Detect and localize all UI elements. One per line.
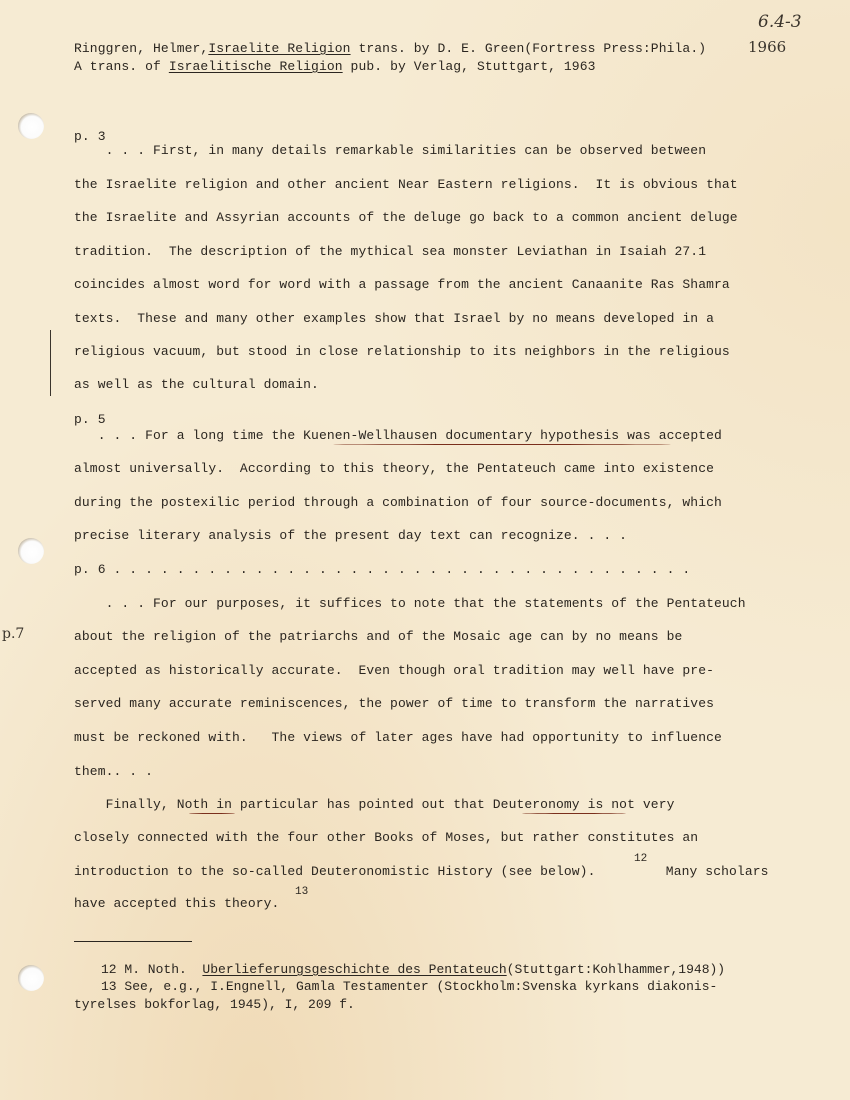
punch-hole-bottom: [18, 965, 44, 991]
header-line-1: [74, 41, 706, 56]
footnote-ref-12: 12: [634, 853, 648, 865]
highlighted-hypothesis: Kuenen-Wellhausen documentary hypothesis: [303, 428, 620, 443]
margin-page-p7: p.7: [2, 626, 25, 642]
header-line-2: A trans. of Israelitische Religion pub. by Verlag, Stuttgart, 1963: [74, 59, 596, 74]
footnote-13-line-2: tyrelses bokforlag, 1945), I, 209 f.: [74, 997, 355, 1012]
margin-mark: [50, 330, 51, 396]
p5-line: during the postexilic period through a combination of four source-documents, which: [74, 495, 722, 510]
p6-line: served many accurate reminiscences, the power of time to transform the narratives: [74, 696, 715, 711]
page-label-p3: p. 3: [74, 129, 106, 144]
footnote-12-title: Uberlieferungsgeschichte des Pentateuch: [202, 962, 507, 977]
punch-hole-middle: [18, 538, 44, 564]
corner-note: 6.4-3: [758, 12, 802, 32]
p6-line: . . . For our purposes, it suffices to note that the statements of the Pentateuch: [74, 596, 746, 611]
p3-line: the Israelite religion and other ancient Near Eastern religions. It is obvious that: [74, 177, 738, 192]
p6-line: about the religion of the patriarchs and of the Mosaic age can by no means be: [74, 629, 683, 644]
p3-line: as well as the cultural domain.: [74, 377, 319, 392]
final-line: closely connected with the four other Books of Moses, but rather constitutes an: [74, 830, 699, 845]
p6-line: them.. . .: [74, 764, 154, 779]
p3-line: the Israelite and Assyrian accounts of the deluge go back to a common ancient deluge: [74, 210, 738, 225]
p5-line: precise literary analysis of the present day text can recognize. . . .: [74, 528, 628, 543]
footnote-13-line-1: 13 See, e.g., I.Engnell, Gamla Testamenter (Stockholm:Svenska kyrkans diakonis-: [101, 979, 718, 994]
final-line: introduction to the so-called Deuteronomistic History (see below).: [74, 864, 596, 879]
page-label-p5: p. 5: [74, 412, 106, 427]
page-label-p6: p. 6 . . . . . . . . . . . . . . . . . . . . . . . . . . . . . . . . . . . . .: [74, 562, 691, 577]
p3-line: religious vacuum, but stood in close relationship to its neighbors in the religious: [74, 344, 730, 359]
p6-line: accepted as historically accurate. Even though oral tradition may well have pre-: [74, 663, 715, 678]
p5-line-1: . . . For a long time the Kuenen-Wellhausen documentary hypothesis was accepted: [74, 428, 722, 443]
pen-underline-noth: [189, 813, 235, 814]
pen-underline: [333, 444, 671, 445]
header-original-title: Israelitische Religion: [168, 59, 343, 74]
p5-line: almost universally. According to this theory, the Pentateuch came into existence: [74, 461, 715, 476]
final-line: Many scholars: [650, 864, 769, 879]
final-line: Finally, Noth in particular has pointed out that Deuteronomy is not very: [74, 797, 675, 812]
pen-underline-deuteronomy: [522, 813, 626, 814]
header-year: 1966: [748, 38, 787, 56]
footnote-rule: [74, 941, 192, 942]
punch-hole-top: [18, 113, 44, 139]
footnote-ref-13: 13: [295, 886, 309, 898]
header-author: Ringgren, Helmer,: [74, 41, 209, 56]
p3-line: tradition. The description of the mythical sea monster Leviathan in Isaiah 27.1: [74, 244, 707, 259]
final-line: have accepted this theory.: [74, 896, 280, 911]
header-publisher: trans. by D. E. Green(Fortress Press:Phila.): [350, 41, 707, 56]
p3-line: coincides almost word for word with a passage from the ancient Canaanite Ras Shamra: [74, 277, 730, 292]
p3-line: texts. These and many other examples show that Israel by no means developed in a: [74, 311, 715, 326]
p6-line: must be reckoned with. The views of later ages have had opportunity to influence: [74, 730, 722, 745]
footnote-12: 12 M. Noth. Uberlieferungsgeschichte des Pentateuch(Stuttgart:Kohlhammer,1948)): [101, 962, 726, 977]
header-title: Israelite Religion: [208, 41, 351, 56]
p3-line: . . . First, in many details remarkable similarities can be observed between: [74, 143, 707, 158]
